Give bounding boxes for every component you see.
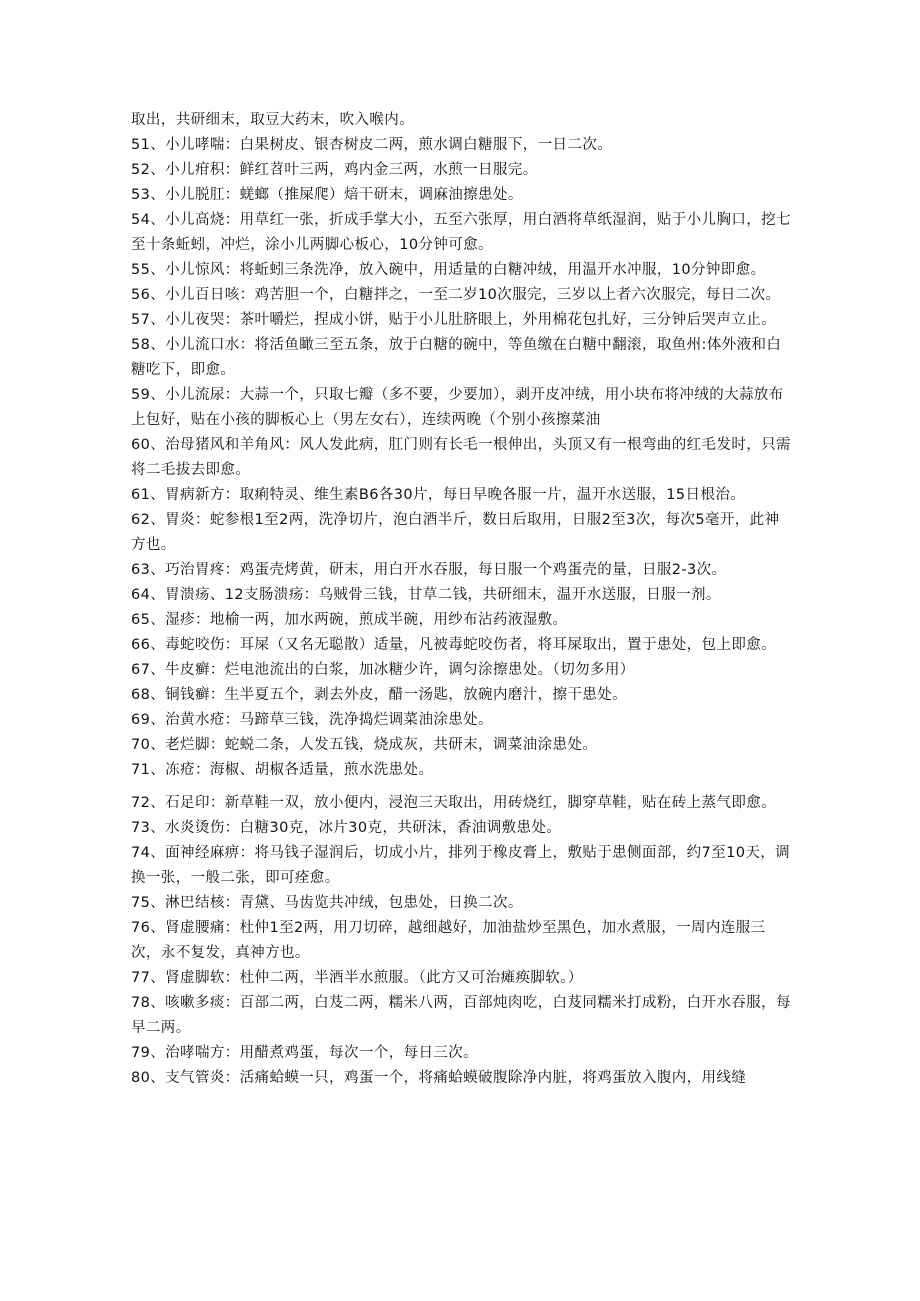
document-body xyxy=(131,108,791,1091)
entry-64: 64、胃溃疡、12支肠溃疡：乌贼骨三钱，甘草二钱，共研细末，温开水送服，日服一剂。 xyxy=(131,587,721,603)
entry-60: 60、治母猪风和羊角风：风人发此病，肛门则有长毛一根伸出，头顶又有一根弯曲的红毛发时，只需将二毛拔去即愈。 xyxy=(131,437,791,478)
entry-72: 72、石足印：新草鞋一双，放小便内，浸泡三天取出，用砖烧红，脚穿草鞋，贴在砖上蒸气即愈。 xyxy=(131,795,777,811)
entry-74: 74、面神经麻痹：将马钱子湿润后，切成小片，排列于橡皮膏上，敷贴于患侧面部，约7至10天，调换一张，一般二张，即可痊愈。 xyxy=(131,845,791,886)
entry-77: 77、肾虚脚软：杜仲二两，半酒半水煎服。（此方又可治瘫痪脚软。） xyxy=(131,970,583,986)
entry-75: 75、淋巴结核：青黛、马齿览共冲绒，包患处，日换二次。 xyxy=(131,895,523,911)
entry-79: 79、治哮喘方：用醋煮鸡蛋，每次一个，每日三次。 xyxy=(131,1045,479,1061)
entry-80: 80、支气管炎：活痛蛤蟆一只，鸡蛋一个，将痛蛤蟆破腹除净内脏，将鸡蛋放入腹内，用线缝 xyxy=(131,1070,747,1086)
entry-58: 58、小儿流口水：将活鱼瞰三至五条，放于白糖的碗中，等鱼缴在白糖中翻滚，取鱼州:体外液和白糖吃下，即愈。 xyxy=(131,337,782,378)
paragraph-gap xyxy=(131,783,791,791)
entry-53: 53、小儿脱肛：蜣螂（推屎爬）焙干研末，调麻油擦患处。 xyxy=(131,187,523,203)
entry-63: 63、巧治胃疼：鸡蛋壳烤黄，研末，用白开水吞服，每日服一个鸡蛋壳的量，日服2-3次。 xyxy=(131,562,727,578)
entry-57: 57、小儿夜哭：茶叶嚼烂，捏成小饼，贴于小儿肚脐眼上，外用棉花包扎好，三分钟后哭声立止。 xyxy=(131,312,777,328)
entry-70: 70、老烂脚：蛇蜕二条，人发五钱，烧成灰，共研末，调菜油涂患处。 xyxy=(131,737,598,753)
entry-54: 54、小儿高烧：用草红一张，折成手掌大小，五至六张厚，用白酒将草纸湿润，贴于小儿胸口，挖七至十条蚯蚓，冲烂，涂小儿两脚心板心，10分钟可愈。 xyxy=(131,212,791,253)
entry-68: 68、铜钱癣：生半夏五个，剥去外皮，醋一汤匙，放碗内磨汁，擦干患处。 xyxy=(131,687,628,703)
entry-69: 69、治黄水疮：马蹄草三钱，洗净捣烂调菜油涂患处。 xyxy=(131,712,493,728)
entry-51: 51、小儿哮喘：白果树皮、银杏树皮二两，煎水调白糖服下，一日二次。 xyxy=(131,137,613,153)
entry-55: 55、小儿惊风：将蚯蚓三条洗净，放入碗中，用适量的白糖冲绒，用温开水冲服，10分钟即愈。 xyxy=(131,262,766,278)
entry-66: 66、毒蛇咬伤：耳屎（又名无聪散）适量，凡被毒蛇咬伤者，将耳屎取出，置于患处，包上即愈。 xyxy=(131,637,777,653)
entry-65: 65、湿疹：地榆一两，加水两碗，煎成半碗，用纱布沾药液湿敷。 xyxy=(131,612,568,628)
entry-56: 56、小儿百日咳：鸡苦胆一个，白糖拌之，一至二岁10次服完，三岁以上者六次服完，每日二次。 xyxy=(131,287,781,303)
entry-52: 52、小儿疳积：鲜红苕叶三两，鸡内金三两，水煎一日服完。 xyxy=(131,162,538,178)
entry-67: 67、牛皮癣：烂电池流出的白浆，加冰糖少许，调匀涂擦患处。（切勿多用） xyxy=(131,662,635,678)
entry-continuation: 取出，共研细末，取豆大药末，吹入喉内。 xyxy=(131,112,415,128)
entry-61: 61、胃病新方：取痢特灵、维生素B6各30片，每日早晚各服一片，温开水送服，15日根治。 xyxy=(131,487,746,503)
entry-59: 59、小儿流尿：大蒜一个，只取七瓣（多不要，少要加），剥开皮冲绒，用小块布将冲绒的大蒜放布上包好，贴在小孩的脚板心上（男左女右），连续两晚（个别小孩擦菜油 xyxy=(131,387,784,428)
entry-73: 73、水炎烫伤：白糖30克，冰片30克，共研沫，香油调敷患处。 xyxy=(131,820,562,836)
entry-71: 71、冻疮：海椒、胡椒各适量，煎水洗患处。 xyxy=(131,762,434,778)
entry-62: 62、胃炎：蛇参根1至2两，洗净切片，泡白酒半斤，数日后取用，日服2至3次，每次5毫开，此神方也。 xyxy=(131,512,780,553)
entry-78: 78、咳嗽多痰：百部二两，白芨二两，糯米八两，百部炖肉吃，白芨同糯米打成粉，白开水吞服，每早二两。 xyxy=(131,995,791,1036)
entry-76: 76、肾虚腰痛：杜仲1至2两，用刀切碎，越细越好，加油盐炒至黑色，加水煮服，一周内连服三次，永不复发，真神方也。 xyxy=(131,920,766,961)
